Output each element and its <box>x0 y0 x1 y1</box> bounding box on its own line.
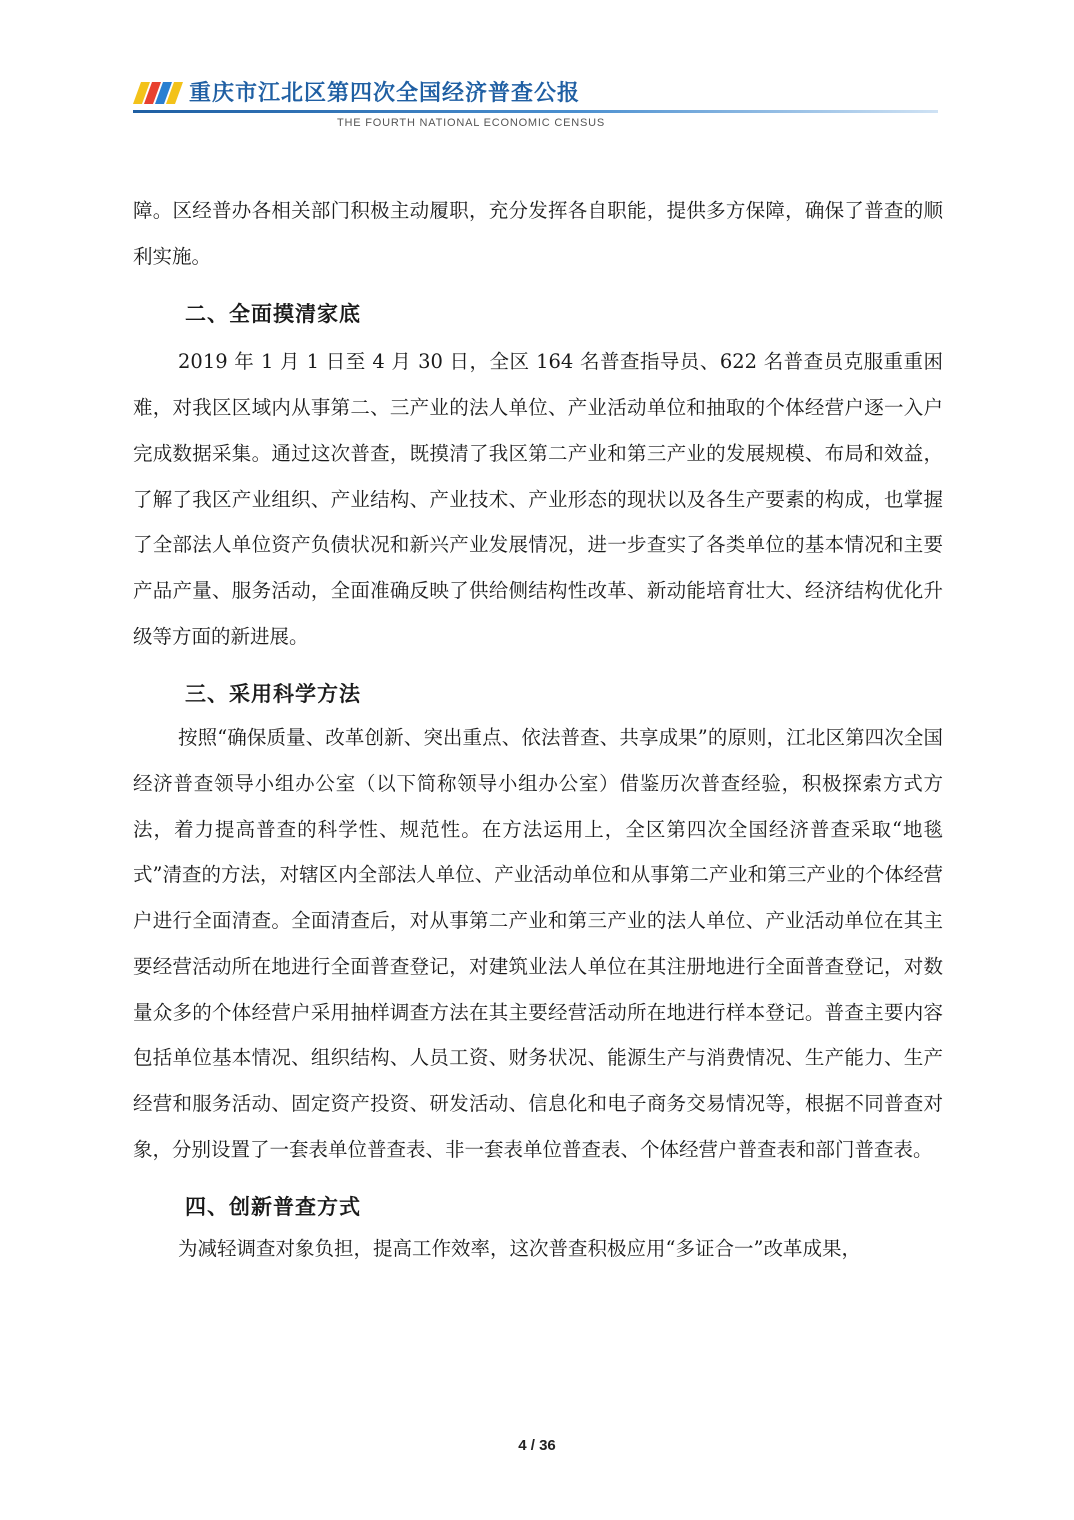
section-2-paragraph: 2019 年 1 月 1 日至 4 月 30 日，全区 164 名普查指导员、622 名普查员克服重重困难，对我区区域内从事第二、三产业的法人单位、产业活动单位和抽取的个体经营户逐一入户完成数据采集。通过这次普查，既摸清了我区第二产业和第三产业的发展规模、布局和效益，了解了我区产业组织、产业结构、产业技术、产业形态的现状以及各生产要素的构成，也掌握了全部法人单位资产负债状况和新兴产业发展情况，进一步查实了各类单位的基本情况和主要产品产量、服务活动，全面准确反映了供给侧结构性改革、新动能培育壮大、经济结构优化升级等方面的新进展。 <box>133 350 943 648</box>
header-title: 重庆市江北区第四次全国经济普查公报 <box>189 80 581 106</box>
section-2-heading: 二、全面摸清家底 <box>185 302 361 327</box>
section-4-heading: 四、创新普查方式 <box>185 1195 361 1220</box>
section-3-paragraph: 按照“确保质量、改革创新、突出重点、依法普查、共享成果”的原则，江北区第四次全国经济普查领导小组办公室（以下简称领导小组办公室）借鉴历次普查经验，积极探索方式方法，着力提高普查的科学性、规范性。在方法运用上，全区第四次全国经济普查采取“地毯式”清查的方法，对辖区内全部法人单位、产业活动单位和从事第二产业和第三产业的个体经营户进行全面清查。全面清查后，对从事第二产业和第三产业的法人单位、产业活动单位在其主要经营活动所在地进行全面普查登记，对建筑业法人单位在其注册地进行全面普查登记，对数量众多的个体经营户采用抽样调查方法在其主要经营活动所在地进行样本登记。普查主要内容包括单位基本情况、组织结构、人员工资、财务状况、能源生产与消费情况、生产能力、生产经营和服务活动、固定资产投资、研发活动、信息化和电子商务交易情况等，根据不同普查对象，分别设置了一套表单位普查表、非一套表单位普查表、个体经营户普查表和部门普查表。 <box>133 726 943 1161</box>
header-subtitle: THE FOURTH NATIONAL ECONOMIC CENSUS <box>337 117 605 129</box>
section-4-paragraph: 为减轻调查对象负担，提高工作效率，这次普查积极应用“多证合一”改革成果， <box>178 1237 861 1261</box>
logo-stripes-icon <box>133 82 183 104</box>
header-divider <box>133 110 938 113</box>
page-header <box>133 72 943 132</box>
intro-paragraph: 障。区经普办各相关部门积极主动履职，充分发挥各自职能，提供多方保障，确保了普查的顺利实施。 <box>133 199 943 268</box>
section-3-heading: 三、采用科学方法 <box>185 682 361 707</box>
page-number: 4 / 36 <box>518 1437 556 1454</box>
document-body <box>133 188 943 1272</box>
